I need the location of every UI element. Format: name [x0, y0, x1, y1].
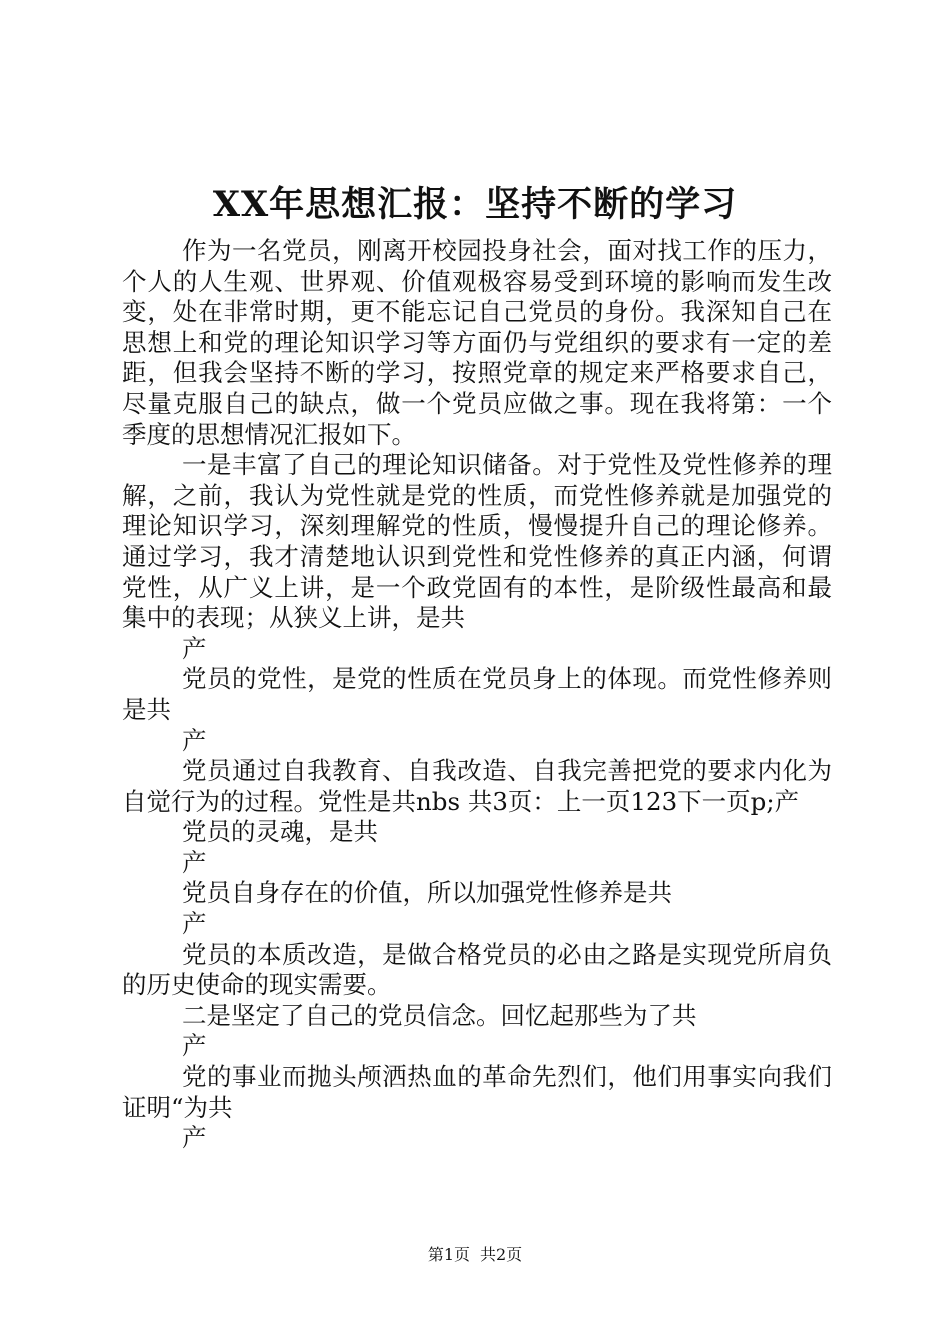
document-title: XX年思想汇报：坚持不断的学习 — [212, 184, 738, 225]
paragraph: 党员的党性，是党的性质在党员身上的体现。而党性修养则是共 — [122, 664, 832, 724]
page-footer — [0, 1244, 950, 1266]
paragraph: 党的事业而抛头颅洒热血的革命先烈们，他们用事实向我们证明“为共 — [122, 1062, 832, 1122]
paragraph: 作为一名党员，刚离开校园投身社会，面对找工作的压力，个人的人生观、世界观、价值观极容易受到环境的影响而发生改变，处在非常时期，更不能忘记自己党员的身份。我深知自己在思想上和党的理论知识学习等方面仍与党组织的要求有一定的差距，但我会坚持不断的学习，按照党章的规定来严格要求自己，尽量克服自己的缺点，做一个党员应做之事。现在我将第：一个季度的思想情况汇报如下。 — [122, 236, 832, 449]
paragraph: 产 — [182, 1123, 207, 1153]
paragraph: 产 — [182, 847, 207, 877]
page-number: 第1页 — [427, 1245, 470, 1264]
paragraph: 产 — [182, 633, 207, 663]
paragraph: 党员通过自我教育、自我改造、自我完善把党的要求内化为自觉行为的过程。党性是共nbs 共3页：上一页123下一页p;产 — [122, 756, 832, 816]
paragraph: 党员的灵魂，是共 — [182, 817, 378, 847]
page-total: 共2页 — [480, 1245, 523, 1264]
paragraph: 党员自身存在的价值，所以加强党性修养是共 — [182, 878, 672, 908]
paragraph: 党员的本质改造，是做合格党员的必由之路是实现党所肩负的历史使命的现实需要。 — [122, 939, 832, 1000]
paragraph: 产 — [182, 725, 207, 755]
paragraph: 二是坚定了自己的党员信念。回忆起那些为了共 — [182, 1000, 697, 1030]
paragraph: 一是丰富了自己的理论知识储备。对于党性及党性修养的理解，之前，我认为党性就是党的性质，而党性修养就是加强党的理论知识学习，深刻理解党的性质，慢慢提升自己的理论修养。通过学习，我才清楚地认识到党性和党性修养的真正内涵，何谓党性，从广义上讲，是一个政党固有的本性，是阶级性最高和最集中的表现；从狭义上讲，是共 — [122, 450, 832, 633]
paragraph: 产 — [182, 1031, 207, 1061]
paragraph: 产 — [182, 909, 207, 939]
document-body — [122, 236, 832, 1154]
